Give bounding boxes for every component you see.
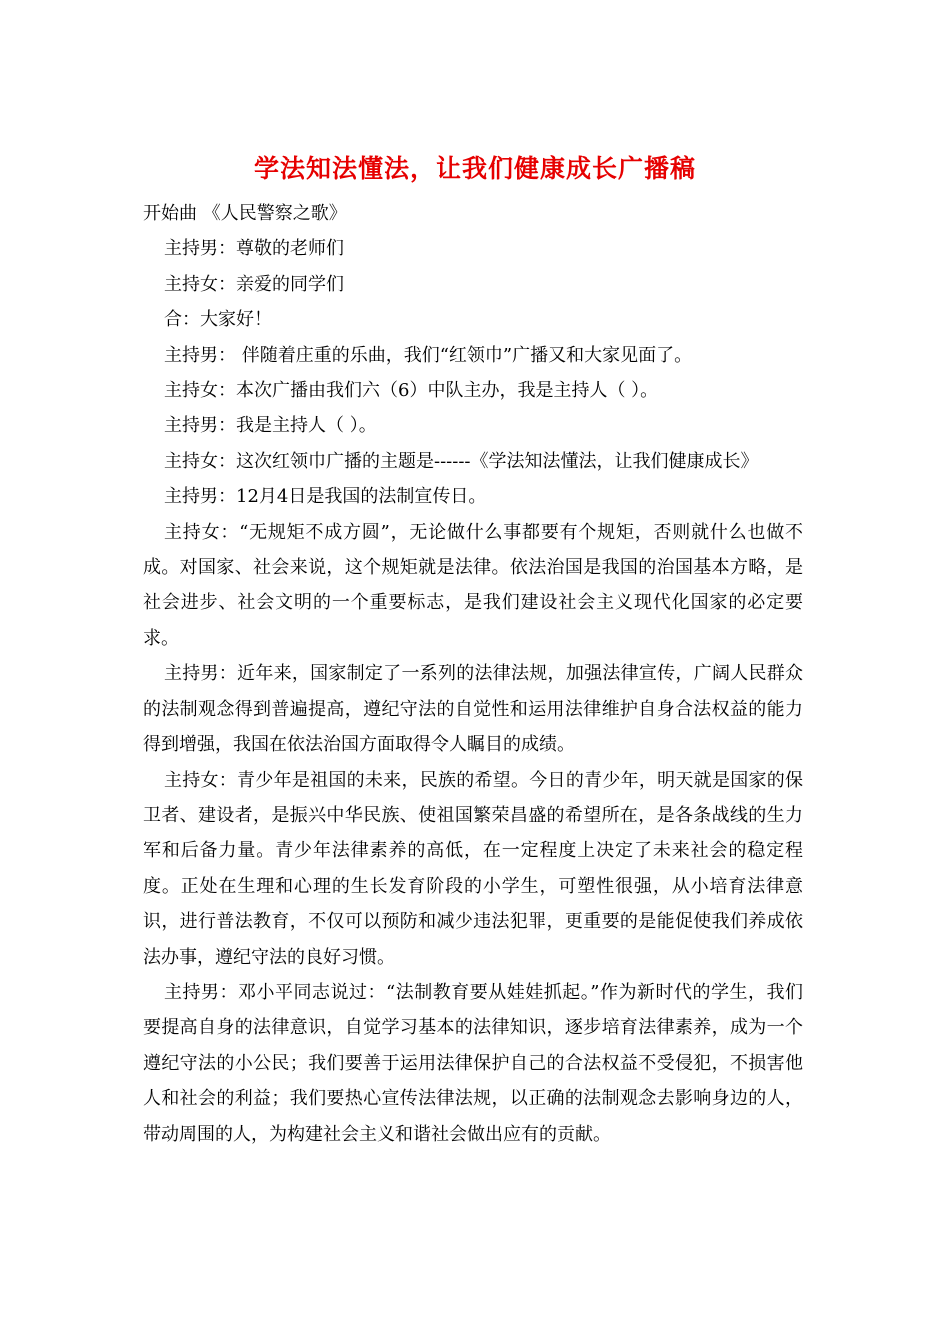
paragraph: 主持男：我是主持人（ ）。 [164, 415, 377, 437]
document-body [143, 196, 803, 1152]
paragraph: 主持男： 伴随着庄重的乐曲，我们“红领巾”广播又和大家见面了。 [164, 344, 693, 366]
paragraph: 主持男：尊敬的老师们 [164, 238, 344, 260]
paragraph: 主持男：邓小平同志说过：“法制教育要从娃娃抓起。”作为新时代的学生，我们要提高自身的法律意识，自觉学习基本的法律知识，逐步培育法律素养，成为一个遵纪守法的小公民；我们要善于运用法律保护自己的合法权益不受侵犯，不损害他人和社会的利益；我们要热心宣传法律法规，以正确的法制观念去影响身边的人，带动周围的人，为构建社会主义和谐社会做出应有的贡献。 [143, 981, 803, 1145]
paragraph: 主持女：本次广播由我们六（6）中队主办，我是主持人（ ）。 [164, 380, 659, 402]
paragraph: 主持女：这次红领巾广播的主题是------《学法知法懂法，让我们健康成长》 [164, 450, 759, 472]
paragraph: 主持女：亲爱的同学们 [164, 273, 344, 295]
document-title: 学法知法懂法，让我们健康成长广播稿 [253, 154, 696, 183]
paragraph: 合：大家好！ [164, 309, 272, 331]
paragraph: 主持男：12月4日是我国的法制宣传日。 [164, 486, 487, 508]
paragraph-opening-song: 开始曲 《人民警察之歌》 [143, 203, 347, 224]
paragraph: 主持男：近年来，国家制定了一系列的法律法规，加强法律宣传，广阔人民群众的法制观念得到普遍提高，遵纪守法的自觉性和运用法律维护自身合法权益的能力得到增强，我国在依法治国方面取得令人瞩目的成绩。 [143, 663, 803, 756]
paragraph: 主持女：青少年是祖国的未来，民族的希望。今日的青少年，明天就是国家的保卫者、建设者，是振兴中华民族、使祖国繁荣昌盛的希望所在，是各条战线的生力军和后备力量。青少年法律素养的高低，在一定程度上决定了未来社会的稳定程度。正处在生理和心理的生长发育阶段的小学生，可塑性很强，从小培育法律意识，进行普法教育，不仅可以预防和减少违法犯罪，更重要的是能促使我们养成依法办事，遵纪守法的良好习惯。 [143, 769, 803, 968]
paragraph: 主持女：“无规矩不成方圆”，无论做什么事都要有个规矩，否则就什么也做不成。对国家、社会来说，这个规矩就是法律。依法治国是我国的治国基本方略，是社会进步、社会文明的一个重要标志，是我们建设社会主义现代化国家的必定要求。 [143, 521, 803, 649]
